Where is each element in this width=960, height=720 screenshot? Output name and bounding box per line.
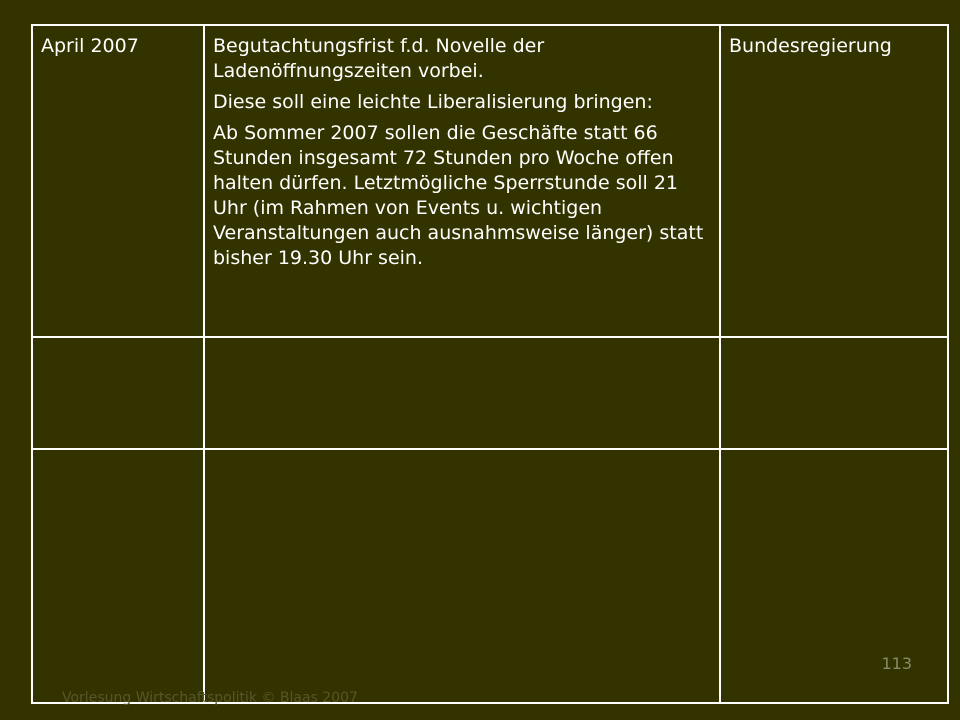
description-paragraph: Diese soll eine leichte Liberalisierung bringen: — [213, 91, 653, 113]
actor-text: Bundesregierung — [729, 35, 892, 57]
description-cell — [204, 449, 720, 703]
date-cell — [32, 449, 204, 703]
table-row — [32, 337, 948, 449]
footer-text: Vorlesung Wirtschaftspolitik © Blaas 2007 — [62, 690, 358, 706]
table-row — [32, 25, 948, 337]
actor-cell — [720, 449, 948, 703]
slide-number: 113 — [881, 654, 912, 673]
description-cell — [204, 337, 720, 449]
date-text: April 2007 — [41, 35, 139, 57]
actor-cell — [720, 25, 948, 337]
date-cell — [32, 25, 204, 337]
description-paragraph: Ab Sommer 2007 sollen die Geschäfte statt 66 Stunden insgesamt 72 Stunden pro Woche offen halten dürfen. Letztmögliche Sperrstunde soll 21 Uhr (im Rahmen von Events u. wichtigen Veranstaltungen auch ausnahmsweise länger) statt bisher 19.30 Uhr sein. — [213, 122, 704, 269]
timeline-table — [31, 24, 949, 704]
actor-cell — [720, 337, 948, 449]
description-paragraph: Begutachtungsfrist f.d. Novelle der Ladenöffnungszeiten vorbei. — [213, 35, 545, 82]
description-cell — [204, 25, 720, 337]
table-row — [32, 449, 948, 703]
date-cell — [32, 337, 204, 449]
